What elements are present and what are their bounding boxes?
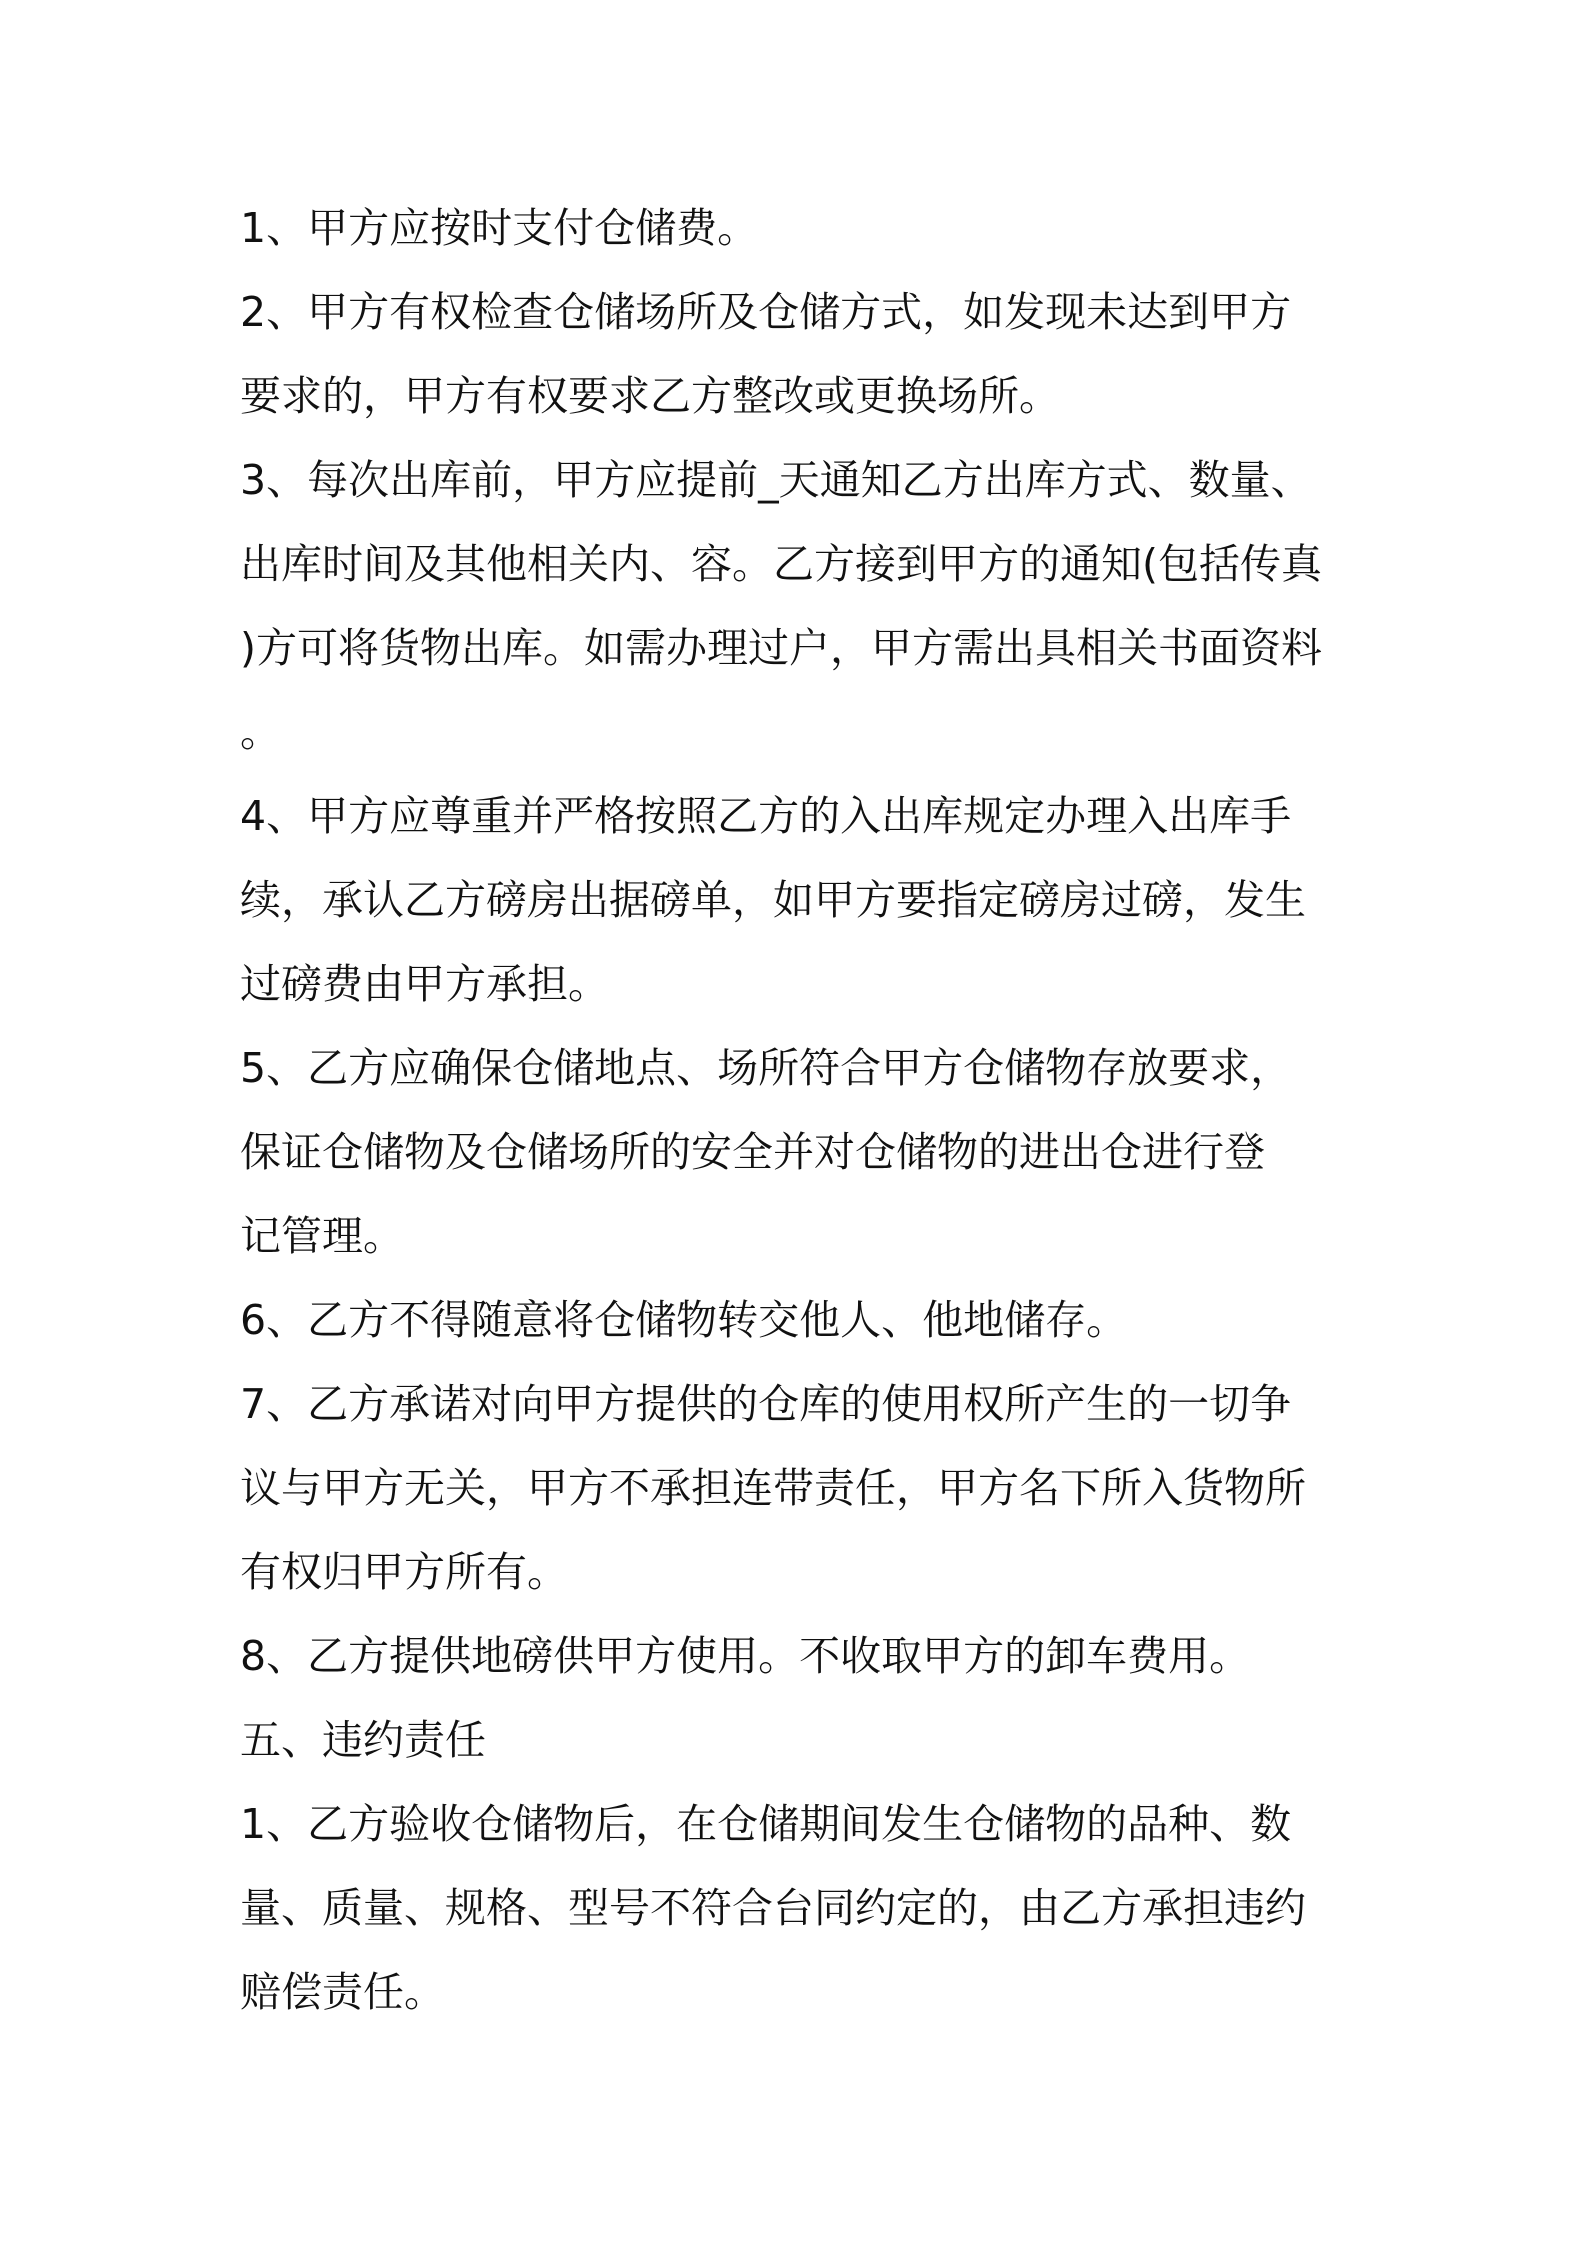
text-line: 4、甲方应尊重并严格按照乙方的入出库规定办理入出库手 [240,792,1292,840]
text-line: 6、乙方不得随意将仓储物转交他人、他地储存。 [240,1296,1128,1344]
text-line: 赔偿责任。 [240,1968,445,2016]
text-line: 3、每次出库前，甲方应提前_天通知乙方出库方式、数量、 [240,456,1312,504]
text-line: 。 [240,708,281,756]
text-line: 1、乙方验收仓储物后，在仓储期间发生仓储物的品种、数 [240,1800,1292,1848]
text-line: 过磅费由甲方承担。 [240,960,609,1008]
text-line: 议与甲方无关，甲方不承担连带责任，甲方名下所入货物所 [240,1464,1306,1512]
document-body [240,186,1352,2034]
text-line: 续，承认乙方磅房出据磅单，如甲方要指定磅房过磅，发生 [240,876,1306,924]
text-line: 保证仓储物及仓储场所的安全并对仓储物的进出仓进行登 [240,1128,1265,1176]
text-line: 出库时间及其他相关内、容。乙方接到甲方的通知(包括传真 [240,540,1322,588]
text-line: 7、乙方承诺对向甲方提供的仓库的使用权所产生的一切争 [240,1380,1292,1428]
section-heading: 五、违约责任 [240,1716,486,1764]
text-line: 量、质量、规格、型号不符合台同约定的，由乙方承担违约 [240,1884,1306,1932]
text-line: 1、甲方应按时支付仓储费。 [240,204,759,252]
text-line: )方可将货物出库。如需办理过户，甲方需出具相关书面资料 [240,624,1322,672]
text-line: 5、乙方应确保仓储地点、场所符合甲方仓储物存放要求， [240,1044,1292,1092]
text-line: 8、乙方提供地磅供甲方使用。不收取甲方的卸车费用。 [240,1632,1251,1680]
text-line: 要求的，甲方有权要求乙方整改或更换场所。 [240,372,1060,420]
text-line: 有权归甲方所有。 [240,1548,568,1596]
text-line: 2、甲方有权检查仓储场所及仓储方式，如发现未达到甲方 [240,288,1292,336]
text-line: 记管理。 [240,1212,404,1260]
